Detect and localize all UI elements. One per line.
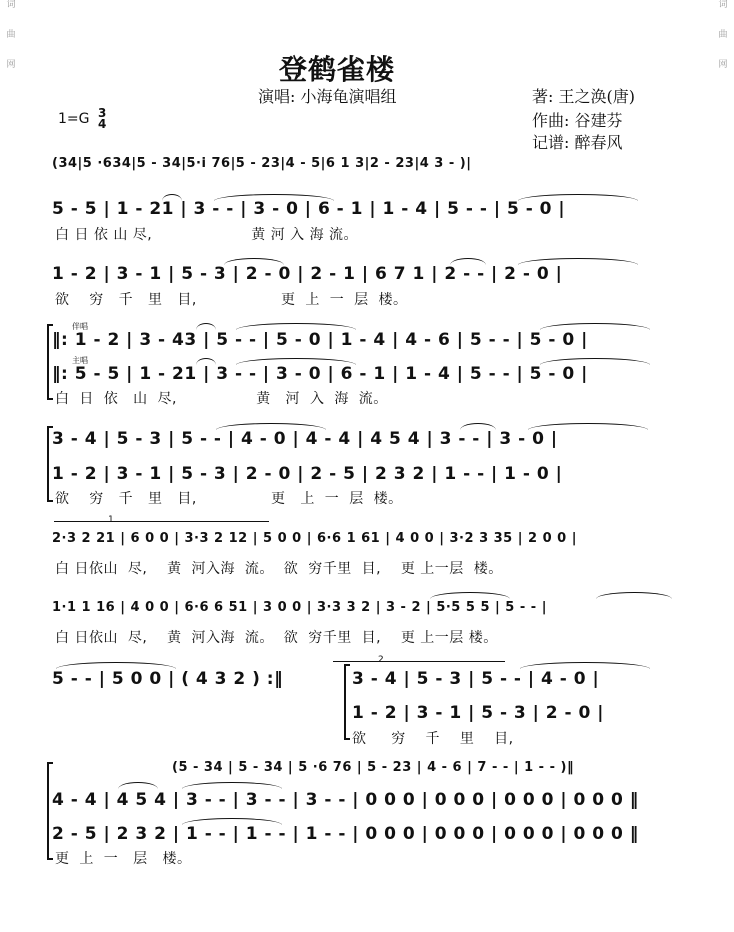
lyric-line: 白 日依山 尽, 黄 河入海 流。 欲 穷千里 目, 更 上一层 楼。 — [55, 561, 503, 577]
notation-line-lead: 2 - 5 | 2 3 2 | 1 - - | 1 - - | 1 - - | 0 0 0 | 0 0 0 | 0 0 0 | 0 0 0 ‖ — [52, 824, 639, 844]
system-bracket — [344, 664, 352, 740]
notation-line-lead: ‖: 5 - 5 | 1 - 21 | 3 - - | 3 - 0 | 6 - 1 | 1 - 4 | 5 - - | 5 - 0 | — [52, 364, 588, 384]
lyric-line: 白 日 依 山 尽, 黄 河 入 海 流。 — [55, 391, 388, 407]
notation-line: 2·3 2 21 | 6 0 0 | 3·3 2 12 | 5 0 0 | 6·6 1 61 | 4 0 0 | 3·2 3 35 | 2 0 0 | — [52, 531, 577, 546]
watermark-right — [715, 0, 731, 932]
lyric-line: 欲 穷 千 里 目, 更 上 一 层 楼。 — [55, 292, 408, 308]
slur — [430, 592, 510, 599]
volta-number: 1 — [108, 515, 114, 525]
tie — [596, 592, 672, 599]
notation-line: 1 - 2 | 3 - 1 | 5 - 3 | 2 - 0 | 2 - 1 | 6 7 1 | 2 - - | 2 - 0 | — [52, 264, 563, 284]
blank-area — [245, 868, 675, 932]
key-label: 1=G — [58, 111, 90, 127]
accompaniment-tag: 伴唱 — [72, 322, 88, 331]
tie — [540, 323, 650, 330]
watermark-text: 曲 — [718, 30, 728, 40]
volta-bracket — [333, 661, 505, 662]
notation-line-accomp: 4 - 4 | 4 5 4 | 3 - - | 3 - - | 3 - - | 0 0 0 | 0 0 0 | 0 0 0 | 0 0 0 ‖ — [52, 790, 639, 810]
notation-line-accomp: ‖: 1 - 2 | 3 - 43 | 5 - - | 5 - 0 | 1 - 4 | 4 - 6 | 5 - - | 5 - 0 | — [52, 330, 588, 350]
composer-credit: 作曲: 谷建芬 — [532, 111, 623, 130]
watermark-left — [3, 0, 19, 932]
lead-tag: 主唱 — [72, 356, 88, 365]
tie — [520, 662, 650, 669]
lyric-line: 欲 穷 千 里 目, — [352, 731, 514, 747]
notation-line-accomp: 3 - 4 | 5 - 3 | 5 - - | 4 - 0 | — [352, 669, 600, 689]
volta-bracket — [54, 521, 269, 522]
notation-line-intro: (34|5 ·634|5 - 34|5·i 76|5 - 23|4 - 5|6 1 3|2 - 23|4 3 - )| — [52, 156, 472, 171]
tie — [182, 782, 282, 789]
watermark-text: 网 — [718, 60, 728, 70]
watermark-text: 词 — [718, 0, 728, 10]
tie — [236, 323, 356, 330]
tie — [56, 662, 176, 669]
watermark-text: 曲 — [6, 30, 16, 40]
system-bracket — [47, 762, 55, 860]
watermark-text: 词 — [6, 0, 16, 10]
lyricist-credit: 著: 王之涣(唐) — [532, 87, 635, 106]
performer-credit: 演唱: 小海龟演唱组 — [258, 87, 397, 106]
lyric-line: 白 日 依 山 尽, 黄 河 入 海 流。 — [55, 227, 359, 243]
time-numerator: 3 — [97, 106, 107, 120]
volta-number: 2 — [378, 655, 384, 665]
time-denominator: 4 — [97, 117, 107, 131]
notation-line: 1·1 1 16 | 4 0 0 | 6·6 6 51 | 3 0 0 | 3·3 3 2 | 3 - 2 | 5·5 5 5 | 5 - - | — [52, 600, 547, 615]
notation-line-ending: 5 - - | 5 0 0 | ( 4 3 2 ) :‖ — [52, 669, 284, 689]
notation-line-lead: 1 - 2 | 3 - 1 | 5 - 3 | 2 - 0 | 2 - 5 | 2 3 2 | 1 - - | 1 - 0 | — [52, 464, 563, 484]
song-title: 登鹤雀楼 — [278, 53, 395, 86]
notation-line: 5 - 5 | 1 - 21 | 3 - - | 3 - 0 | 6 - 1 | 1 - 4 | 5 - - | 5 - 0 | — [52, 199, 566, 219]
notation-line-interlude: (5 - 34 | 5 - 34 | 5 ·6 76 | 5 - 23 | 4 - 6 | 7 - - | 1 - - )‖ — [172, 760, 574, 775]
transcriber-credit: 记谱: 醉春风 — [532, 133, 623, 152]
time-signature — [98, 108, 106, 130]
lyric-line: 更 上 一 层 楼。 — [55, 851, 192, 867]
notation-line-lead: 1 - 2 | 3 - 1 | 5 - 3 | 2 - 0 | — [352, 703, 604, 723]
lyric-line: 欲 穷 千 里 目, 更 上 一 层 楼。 — [55, 491, 403, 507]
slur — [118, 782, 158, 789]
notation-line-accomp: 3 - 4 | 5 - 3 | 5 - - | 4 - 0 | 4 - 4 | 4 5 4 | 3 - - | 3 - 0 | — [52, 429, 558, 449]
key-signature — [58, 108, 106, 130]
watermark-text: 网 — [6, 60, 16, 70]
lyric-line: 白 日依山 尽, 黄 河入海 流。 欲 穷千里 目, 更 上一层 楼。 — [55, 630, 498, 646]
slur — [196, 323, 216, 330]
